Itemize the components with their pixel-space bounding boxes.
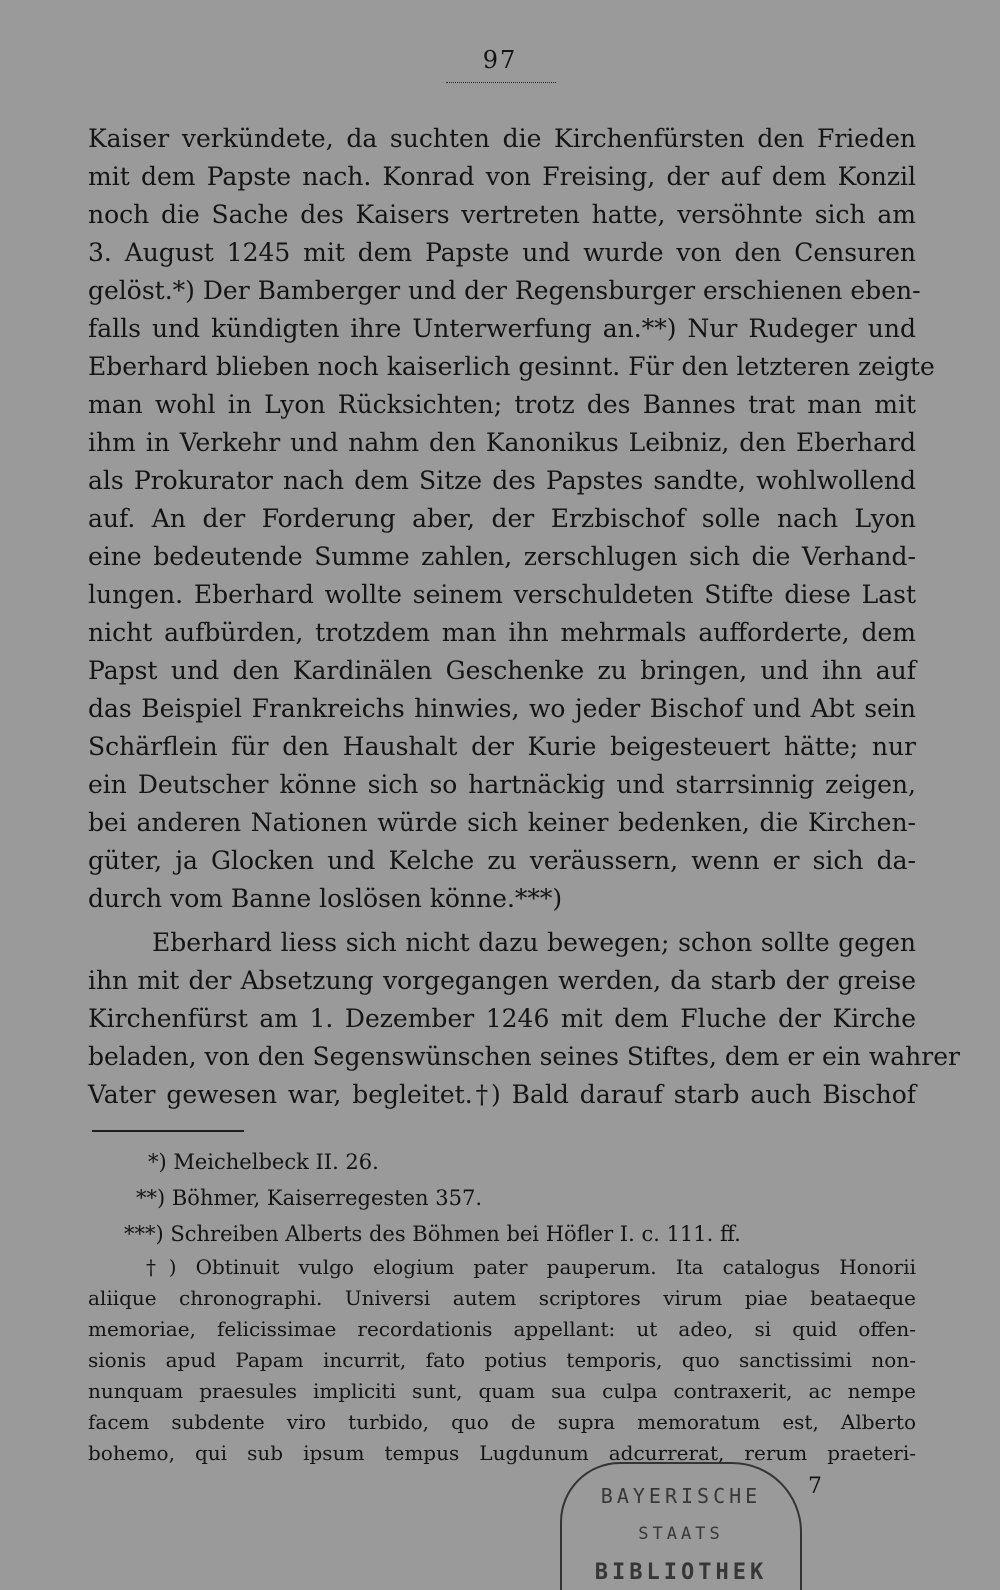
footnote: *) Meichelbeck II. 26. bbox=[148, 1150, 379, 1174]
footnote-line: facem subdente viro turbido, quo de supra memoratum est, Alberto bbox=[88, 1410, 916, 1434]
body-line: güter, ja Glocken und Kelche zu veräussern, wenn er sich da- bbox=[88, 846, 916, 875]
body-line: mit dem Papste nach. Konrad von Freising, der auf dem Konzil bbox=[88, 162, 916, 191]
footnote-line: aliique chronographi. Universi autem scriptores virum piae beataeque bbox=[88, 1286, 916, 1310]
body-line: als Prokurator nach dem Sitze des Papstes sandte, wohlwollend bbox=[88, 466, 916, 495]
page-number-ornament bbox=[446, 82, 556, 83]
body-text bbox=[88, 120, 960, 1114]
body-line: 3. August 1245 mit dem Papste und wurde von den Censuren bbox=[88, 238, 916, 267]
footnote-separator bbox=[92, 1130, 244, 1132]
page-number: 97 bbox=[482, 46, 518, 74]
footnote-line: nunquam praesules impliciti sunt, quam sua culpa contraxerit, ac nempe bbox=[88, 1379, 916, 1403]
body-line: man wohl in Lyon Rücksichten; trotz des Bannes trat man mit bbox=[88, 390, 916, 419]
body-line: noch die Sache des Kaisers vertreten hatte, versöhnte sich am bbox=[88, 200, 916, 229]
body-line: beladen, von den Segenswünschen seines Stiftes, dem er ein wahrer bbox=[88, 1042, 960, 1071]
body-line: bei anderen Nationen würde sich keiner bedenken, die Kirchen- bbox=[88, 808, 916, 837]
signature-mark: 7 bbox=[808, 1474, 822, 1499]
body-line: lungen. Eberhard wollte seinem verschuldeten Stifte diese Last bbox=[88, 580, 916, 609]
footnotes bbox=[88, 1144, 916, 1469]
library-stamp bbox=[560, 1462, 802, 1590]
body-line: ihm in Verkehr und nahm den Kanonikus Leibniz, den Eberhard bbox=[88, 428, 916, 457]
body-line: eine bedeutende Summe zahlen, zerschlugen sich die Verhand- bbox=[88, 542, 916, 571]
stamp-text: BIBLIOTHEK bbox=[594, 1560, 768, 1585]
footnote: **) Böhmer, Kaiserregesten 357. bbox=[136, 1186, 482, 1210]
body-line: das Beispiel Frankreichs hinwies, wo jeder Bischof und Abt sein bbox=[88, 694, 916, 723]
body-line: Kirchenfürst am 1. Dezember 1246 mit dem Fluche der Kirche bbox=[88, 1004, 916, 1033]
footnote: ***) Schreiben Alberts des Böhmen bei Höfler I. c. 111. ff. bbox=[124, 1222, 741, 1246]
footnote-line: sionis apud Papam incurrit, fato potius temporis, quo sanctissimi non- bbox=[88, 1348, 916, 1372]
body-line: Papst und den Kardinälen Geschenke zu bringen, und ihn auf bbox=[88, 656, 916, 685]
body-line: Eberhard blieben noch kaiserlich gesinnt. Für den letzteren zeigte bbox=[88, 352, 935, 381]
stamp-text: STAATS bbox=[638, 1524, 724, 1544]
stamp-text: BAYERISCHE bbox=[600, 1484, 762, 1508]
body-line: Kaiser verkündete, da suchten die Kirchenfürsten den Frieden bbox=[88, 124, 916, 153]
footnote-line: †) Obtinuit vulgo elogium pater pauperum. Ita catalogus Honorii bbox=[146, 1255, 916, 1279]
body-line: nicht aufbürden, trotzdem man ihn mehrmals aufforderte, dem bbox=[88, 618, 916, 647]
footnote-line: memoriae, felicissimae recordationis appellant: ut adeo, si quid offen- bbox=[88, 1317, 916, 1341]
body-line: durch vom Banne loslösen könne.***) bbox=[88, 884, 563, 913]
body-line: ihn mit der Absetzung vorgegangen werden, da starb der greise bbox=[88, 966, 916, 995]
body-line: Vater gewesen war, begleitet.†) Bald darauf starb auch Bischof bbox=[88, 1080, 916, 1109]
body-line: Eberhard liess sich nicht dazu bewegen; schon sollte gegen bbox=[152, 928, 916, 957]
body-line: gelöst.*) Der Bamberger und der Regensburger erschienen eben- bbox=[88, 276, 921, 305]
body-line: ein Deutscher könne sich so hartnäckig und starrsinnig zeigen, bbox=[88, 770, 916, 799]
body-line: auf. An der Forderung aber, der Erzbischof solle nach Lyon bbox=[88, 504, 916, 533]
body-line: falls und kündigten ihre Unterwerfung an.**) Nur Rudeger und bbox=[88, 314, 916, 343]
body-line: Schärflein für den Haushalt der Kurie beigesteuert hätte; nur bbox=[88, 732, 916, 761]
footnote-line: bohemo, qui sub ipsum tempus Lugdunum adcurrerat, rerum praeteri- bbox=[88, 1441, 916, 1465]
